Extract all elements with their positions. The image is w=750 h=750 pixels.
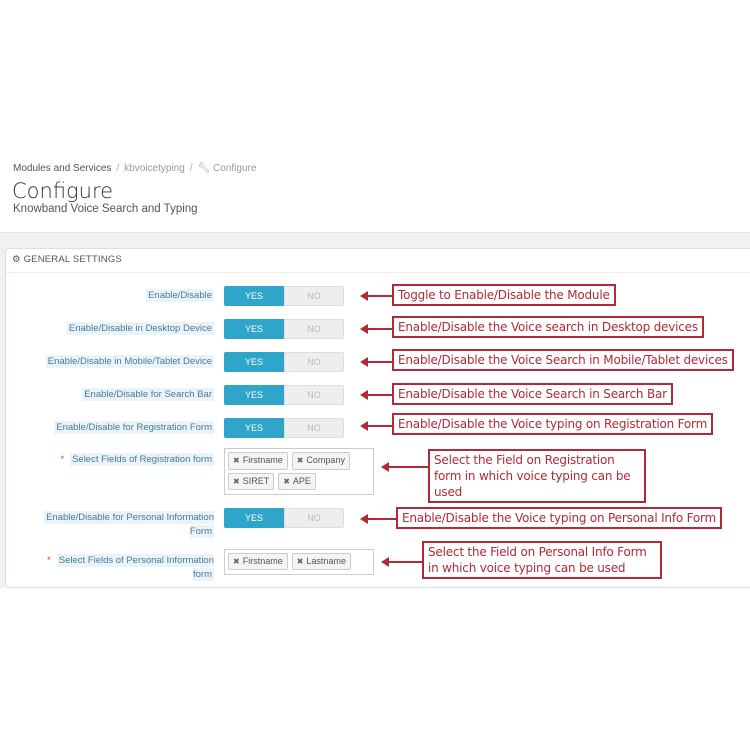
panel-title: GENERAL SETTINGS	[23, 254, 122, 265]
label-search-bar: Enable/Disable for Search Bar	[84, 389, 212, 400]
label-personal-fields: * Select Fields of Personal Information form	[47, 555, 214, 580]
annotation: Enable/Disable the Voice typing on Registration Form	[392, 413, 713, 435]
tag[interactable]: ✖ Firstname	[228, 452, 288, 470]
toggle-personal-info[interactable]	[224, 508, 344, 528]
remove-icon: ✖	[233, 456, 240, 465]
annotation: Select the Field on Personal Info Form in which voice typing can be used	[422, 541, 662, 579]
no-option[interactable]: NO	[284, 418, 344, 438]
breadcrumb-configure: Configure	[213, 163, 257, 174]
arrow-icon	[362, 518, 396, 520]
label-registration-fields: * Select Fields of Registration form	[60, 454, 212, 465]
yes-option[interactable]: YES	[224, 352, 284, 372]
panel-heading	[12, 254, 122, 265]
breadcrumb-module[interactable]: kbvoicetyping	[124, 163, 185, 174]
annotation: Select the Field on Registration form in which voice typing can be used	[428, 449, 646, 503]
tag[interactable]: ✖ APE	[278, 473, 316, 491]
yes-option[interactable]: YES	[224, 385, 284, 405]
remove-icon: ✖	[296, 456, 304, 465]
tag[interactable]: ✖ Company	[292, 452, 350, 470]
remove-icon: ✖	[296, 557, 304, 566]
toggle-mobile[interactable]	[224, 352, 344, 372]
divider	[6, 272, 750, 273]
annotation: Enable/Disable the Voice search in Desktop devices	[392, 316, 704, 338]
annotation: Enable/Disable the Voice Search in Mobile/Tablet devices	[392, 349, 734, 371]
tag[interactable]: ✖ SIRET	[228, 473, 274, 491]
tag[interactable]: ✖ Lastname	[292, 553, 351, 570]
label-mobile: Enable/Disable in Mobile/Tablet Device	[47, 356, 212, 367]
wrench-icon: 🔧︎	[197, 163, 211, 174]
label-enable: Enable/Disable	[148, 290, 212, 301]
yes-option[interactable]: YES	[224, 418, 284, 438]
arrow-icon	[362, 295, 392, 297]
personal-fields-select[interactable]	[224, 549, 374, 575]
arrow-icon	[362, 361, 392, 363]
no-option[interactable]: NO	[284, 286, 344, 306]
arrow-icon	[383, 561, 422, 563]
page-subtitle: Knowband Voice Search and Typing	[13, 203, 198, 215]
breadcrumb: Modules and Services / kbvoicetyping / 🔧︎ Configure	[13, 163, 257, 174]
annotation: Toggle to Enable/Disable the Module	[392, 284, 616, 306]
remove-icon: ✖	[233, 476, 240, 486]
annotation: Enable/Disable the Voice typing on Personal Info Form	[396, 507, 722, 529]
registration-fields-select[interactable]	[224, 448, 374, 495]
remove-icon: ✖	[283, 476, 290, 486]
arrow-icon	[362, 425, 392, 427]
no-option[interactable]: NO	[284, 319, 344, 339]
tag[interactable]: ✖ Firstname	[228, 553, 288, 570]
label-desktop: Enable/Disable in Desktop Device	[68, 323, 212, 334]
no-option[interactable]: NO	[284, 352, 344, 372]
no-option[interactable]: NO	[284, 508, 344, 528]
arrow-icon	[362, 328, 392, 330]
label-registration: Enable/Disable for Registration Form	[56, 422, 212, 433]
remove-icon: ✖	[233, 557, 240, 566]
toggle-enable[interactable]	[224, 286, 344, 306]
breadcrumb-modules[interactable]: Modules and Services	[13, 163, 112, 174]
annotation: Enable/Disable the Voice Search in Search Bar	[392, 383, 673, 405]
gears-icon: ⚙	[12, 254, 21, 265]
label-personal-info: Enable/Disable for Personal Information Form	[46, 512, 214, 537]
page-title: Configure	[12, 179, 114, 203]
yes-option[interactable]: YES	[224, 508, 284, 528]
no-option[interactable]: NO	[284, 385, 344, 405]
arrow-icon	[383, 466, 428, 468]
yes-option[interactable]: YES	[224, 286, 284, 306]
arrow-icon	[362, 394, 392, 396]
toggle-desktop[interactable]	[224, 319, 344, 339]
toggle-registration[interactable]	[224, 418, 344, 438]
toggle-search-bar[interactable]	[224, 385, 344, 405]
yes-option[interactable]: YES	[224, 319, 284, 339]
